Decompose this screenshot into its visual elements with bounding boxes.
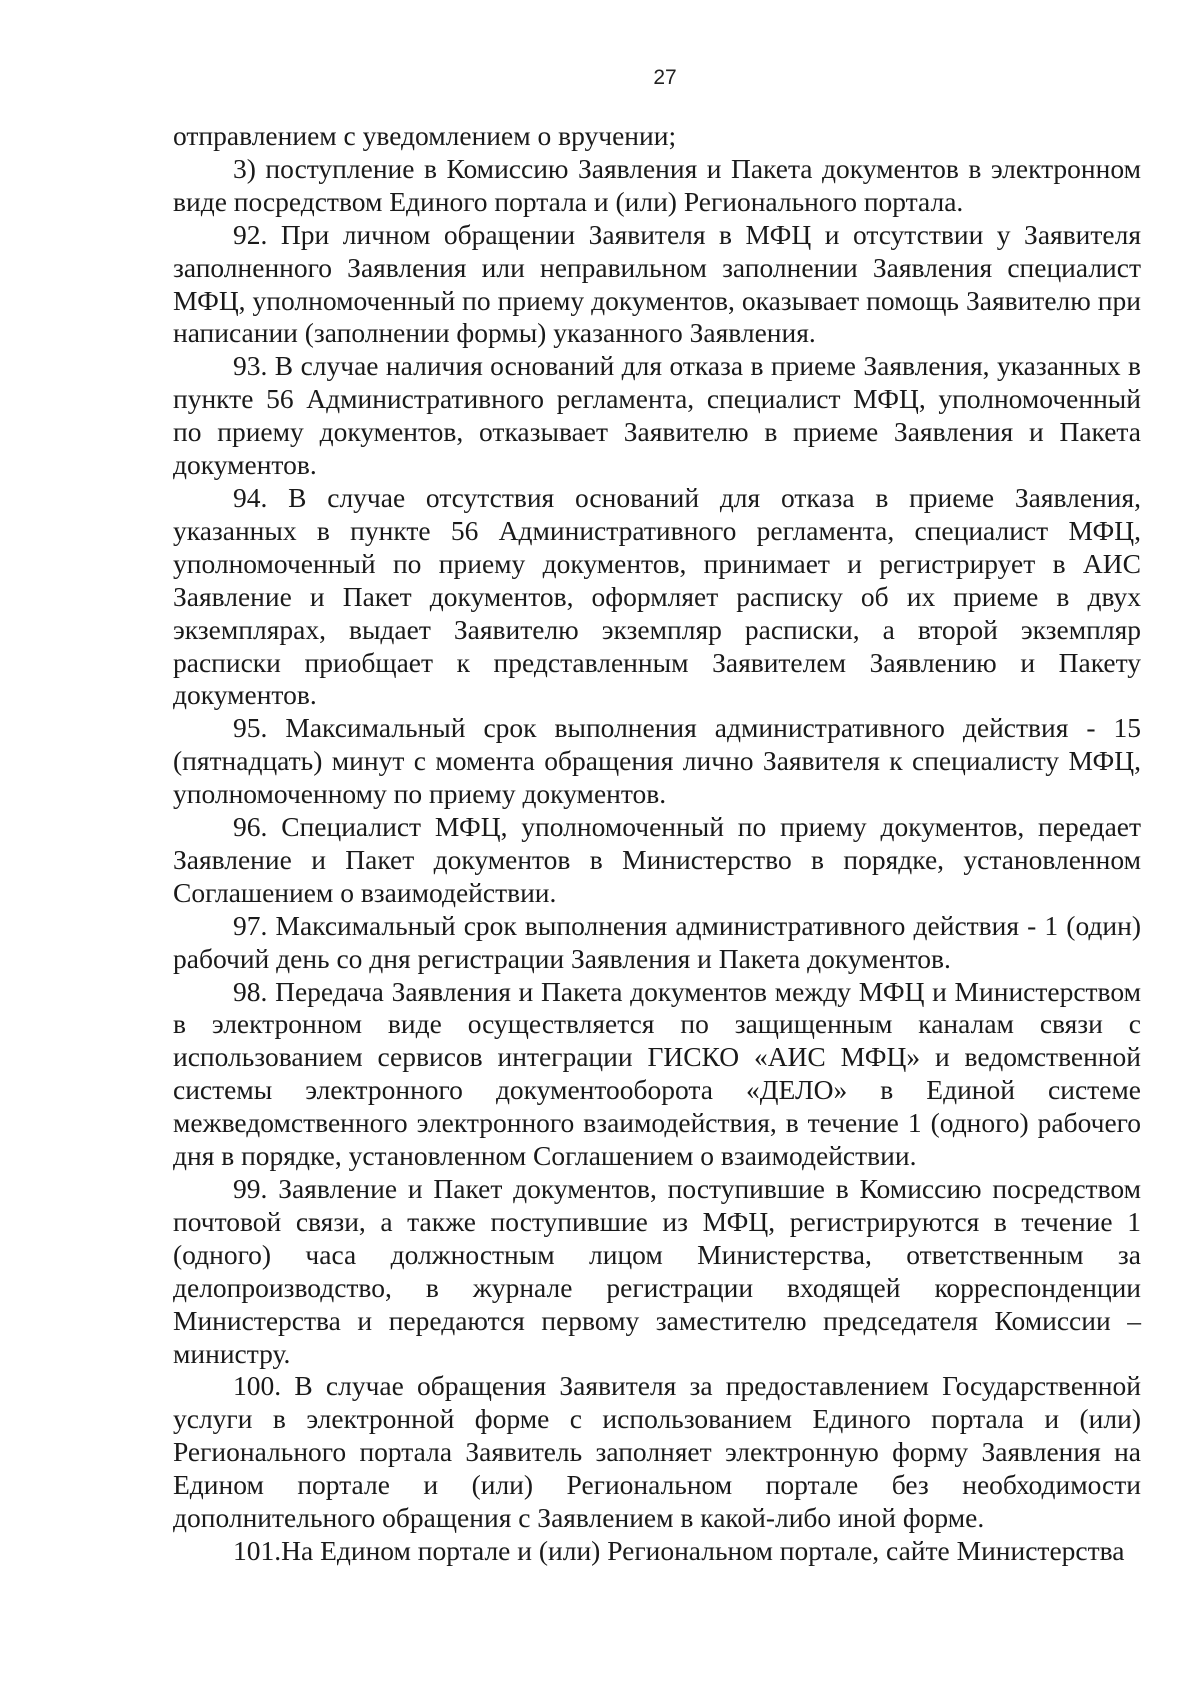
page-number: 27 xyxy=(653,66,677,89)
paragraph-101: 101.На Едином портале и (или) Региональном портале, сайте Министерства xyxy=(233,1534,1125,1566)
paragraph-99: 99. Заявление и Пакет документов, поступившие в Комиссию посредством почтовой связи, а также поступившие из МФЦ, регистрируются в течение 1 (одного) часа должностным лицом Министерства, ответственным за делопроизводство, в журнале регистрации входящей корреспонденции Министерства и передаются первому заместителю председателя Комиссии – министру. xyxy=(173,1173,1141,1369)
paragraph-continuation: отправлением с уведомлением о вручении; xyxy=(173,120,677,151)
paragraph-93: 93. В случае наличия оснований для отказа в приеме Заявления, указанных в пункте 56 Административного регламента, специалист МФЦ, уполномоченный по приему документов, отказывает Заявителю в приеме Заявления и Пакета документов. xyxy=(173,350,1141,481)
paragraph-94: 94. В случае отсутствия оснований для отказа в приеме Заявления, указанных в пункте 56 Административного регламента, специалист МФЦ, уполномоченный по приему документов, принимает и регистрирует в АИС Заявление и Пакет документов, оформляет расписку об их приеме в двух экземплярах, выдает Заявителю экземпляр расписки, а второй экземпляр расписки приобщает к представленным Заявителем Заявлению и Пакету документов. xyxy=(173,481,1141,711)
paragraph-96: 96. Специалист МФЦ, уполномоченный по приему документов, передает Заявление и Пакет документов в Министерство в порядке, установленном Соглашением о взаимодействии. xyxy=(173,811,1141,908)
paragraph-92: 92. При личном обращении Заявителя в МФЦ и отсутствии у Заявителя заполненного Заявления или неправильном заполнении Заявления специалист МФЦ, уполномоченный по приему документов, оказывает помощь Заявителю при написании (заполнении формы) указанного Заявления. xyxy=(173,218,1141,349)
paragraph-98: 98. Передача Заявления и Пакета документов между МФЦ и Министерством в электронном виде осуществляется по защищенным каналам связи с использованием сервисов интеграции ГИСКО «АИС МФЦ» и ведомственной системы электронного документооборота «ДЕЛО» в Единой системе межведомственного электронного взаимодействия, в течение 1 (одного) рабочего дня в порядке, установленном Соглашением о взаимодействии. xyxy=(173,975,1141,1172)
paragraph-100: 100. В случае обращения Заявителя за предоставлением Государственной услуги в электронной форме с использованием Единого портала и (или) Регионального портала Заявитель заполняет электронную форму Заявления на Едином портале и (или) Региональном портале без необходимости дополнительного обращения с Заявлением в какой-либо иной форме. xyxy=(173,1370,1141,1534)
paragraph-95: 95. Максимальный срок выполнения административного действия - 15 (пятнадцать) минут с момента обращения лично Заявителя к специалисту МФЦ, уполномоченному по приему документов. xyxy=(173,712,1141,810)
paragraph-97: 97. Максимальный срок выполнения административного действия - 1 (один) рабочий день со дня регистрации Заявления и Пакета документов. xyxy=(173,909,1141,974)
document-body xyxy=(173,120,1141,1568)
paragraph-item-3: 3) поступление в Комиссию Заявления и Пакета документов в электронном виде посредством Единого портала и (или) Регионального портала. xyxy=(173,152,1141,217)
